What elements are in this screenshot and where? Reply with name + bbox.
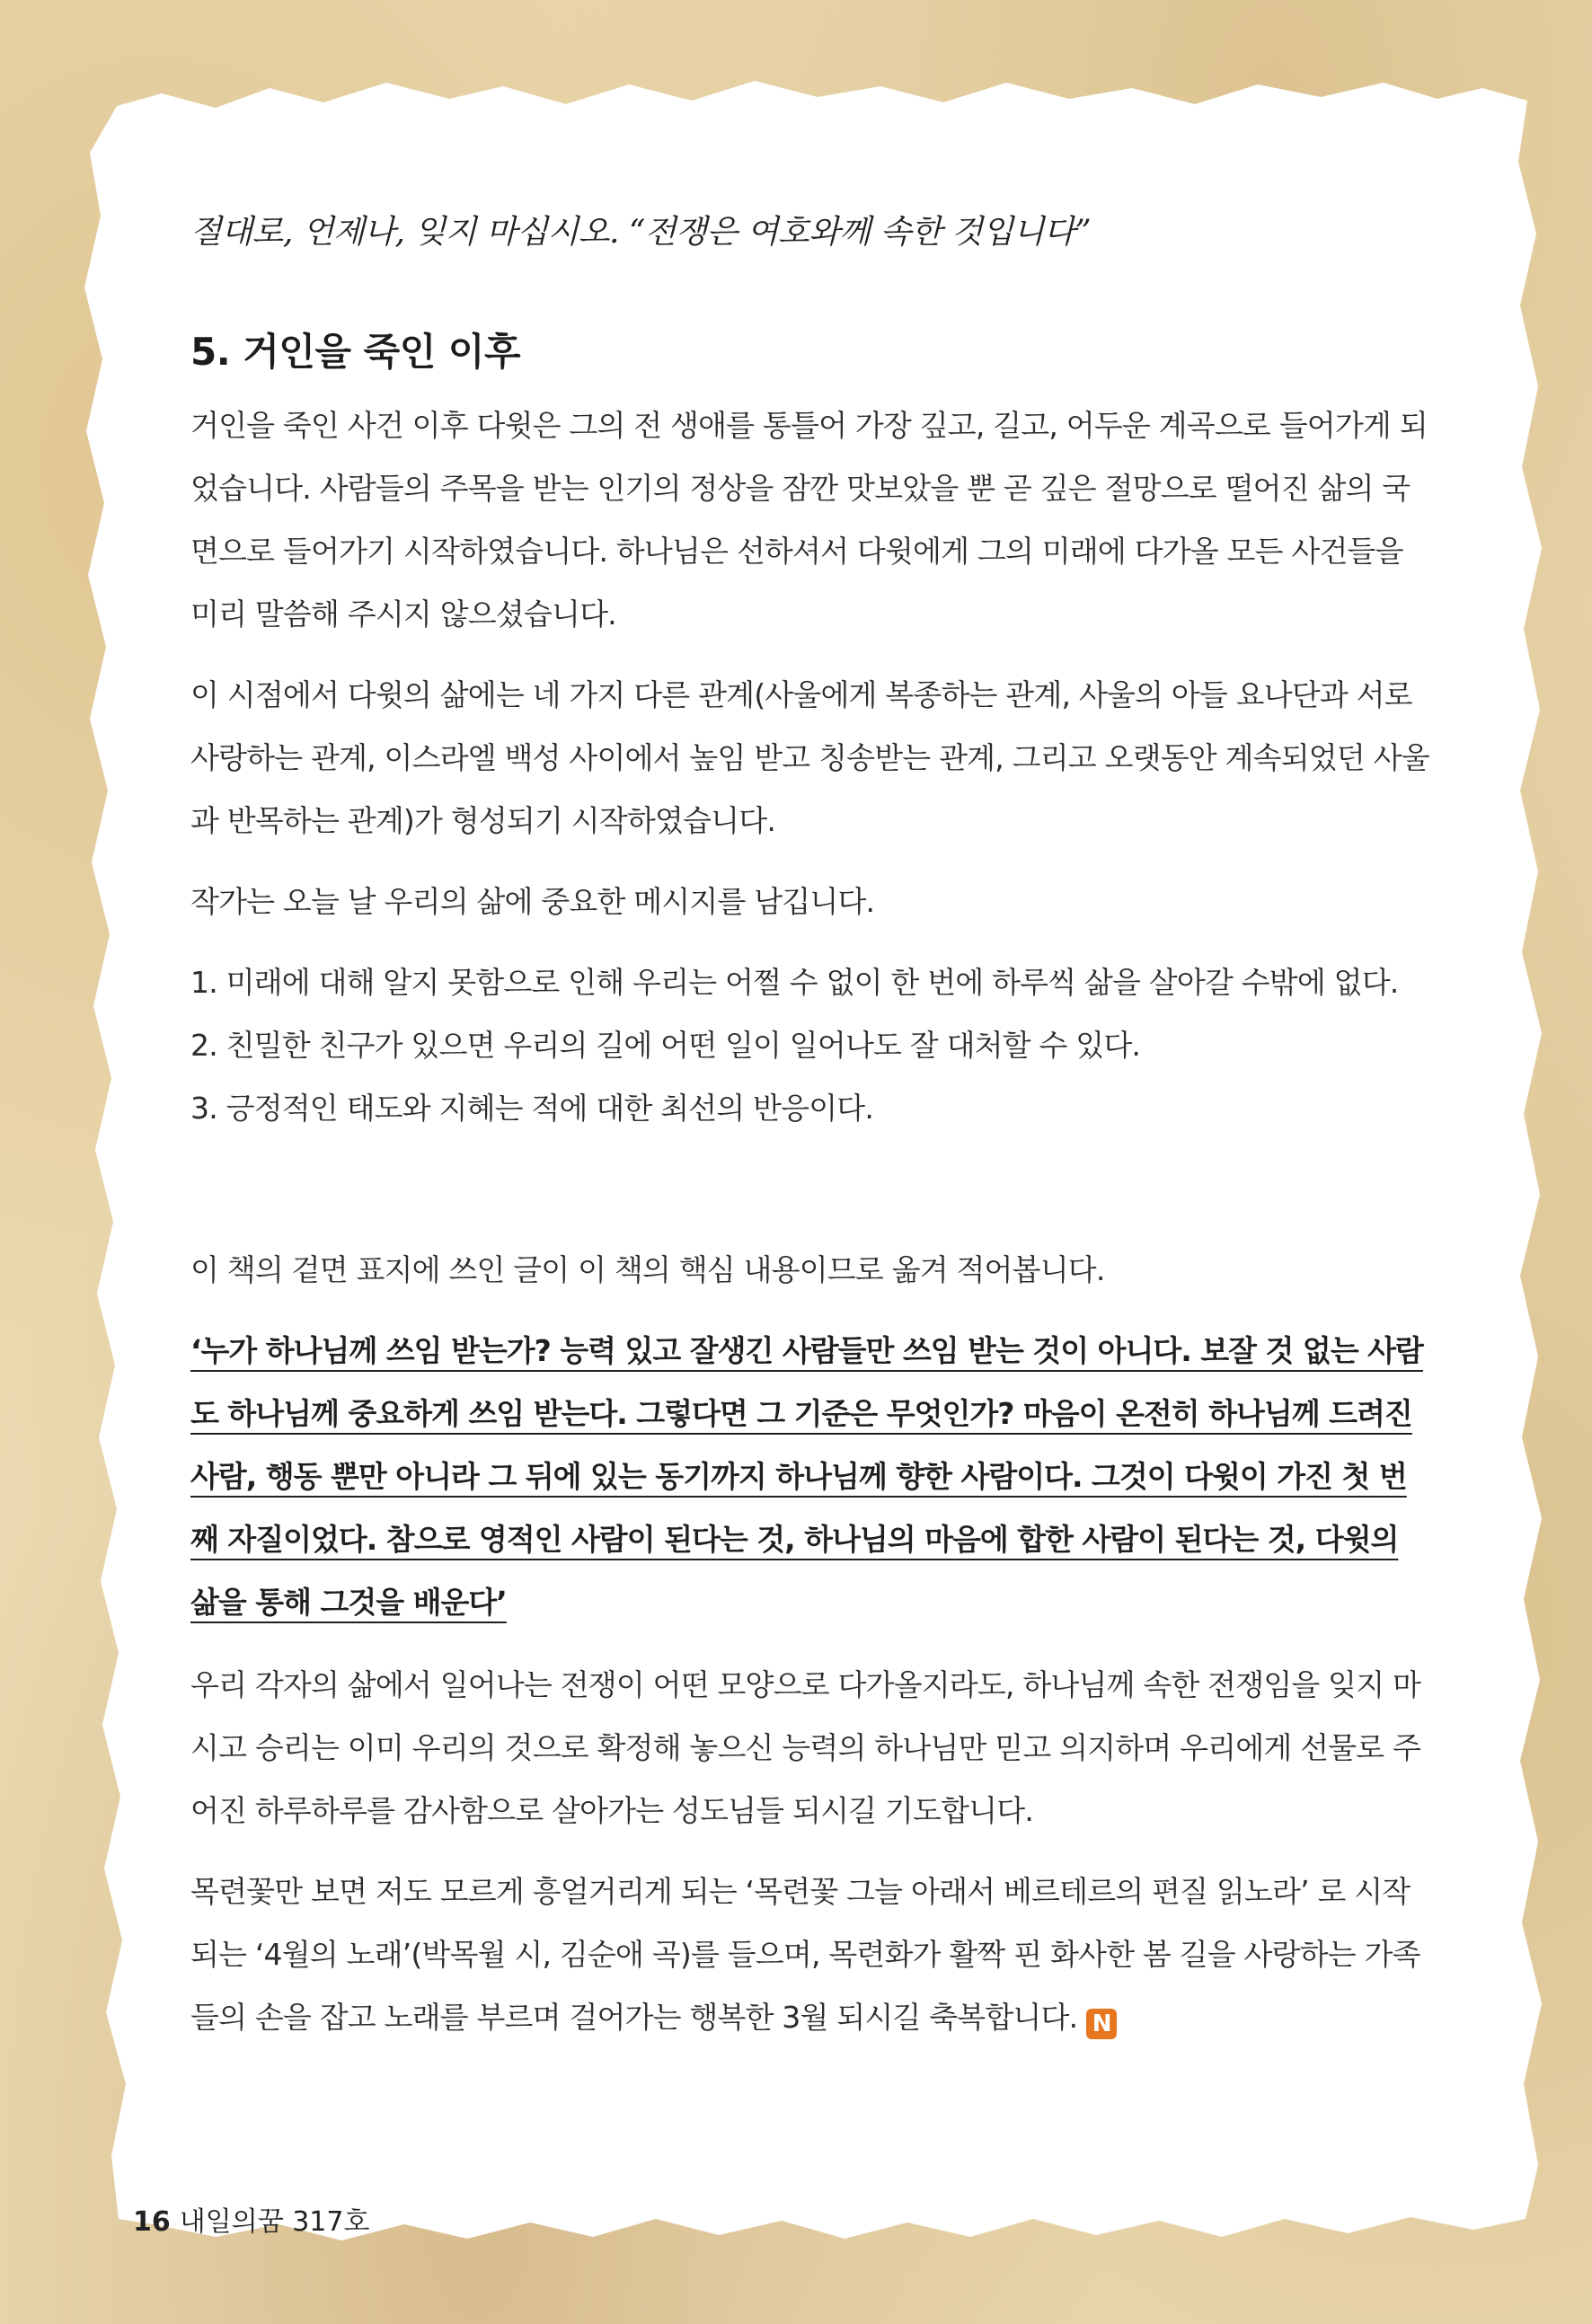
page-number: 16 — [133, 2206, 171, 2238]
paragraph-1: 거인을 죽인 사건 이후 다윗은 그의 전 생애를 통틀어 가장 깊고, 길고, 어두운 계곡으로 들어가게 되었습니다. 사람들의 주목을 받는 인기의 정상을 잠깐 맛보았을 뿐 곧 깊은 절망으로 떨어진 삶의 국면으로 들어가기 시작하였습니다. 하나님은 선하셔서 다윗에게 그의 미래에 다가올 모든 사건들을 미리 말씀해 주시지 않으셨습니다. — [190, 408, 1428, 632]
quote-line: 절대로, 언제나, 잊지 마십시오. “전쟁은 여호와께 속한 것입니다” — [190, 214, 1092, 251]
article-body — [190, 207, 1430, 2067]
paragraph-3: 작가는 오늘 날 우리의 삶에 중요한 메시지를 남깁니다. — [190, 884, 875, 919]
message-list — [190, 951, 1430, 1140]
list-item: 3. 긍정적인 태도와 지혜는 적에 대한 최선의 반응이다. — [190, 1091, 874, 1126]
end-mark-icon: N — [1086, 2009, 1117, 2039]
cover-intro: 이 책의 겉면 표지에 쓰인 글이 이 책의 핵심 내용이므로 옮겨 적어봅니다. — [190, 1252, 1105, 1287]
paragraph-2: 이 시점에서 다윗의 삶에는 네 가지 다른 관계(사울에게 복종하는 관계, 사울의 아들 요나단과 서로 사랑하는 관계, 이스라엘 백성 사이에서 높임 받고 칭송받는 관계, 그리고 오랫동안 계속되었던 사울과 반목하는 관계)가 형성되기 시작하였습니다. — [190, 677, 1429, 838]
cover-quote-text: ‘누가 하나님께 쓰임 받는가? 능력 있고 잘생긴 사람들만 쓰임 받는 것이 아니다. 보잘 것 없는 사람도 하나님께 중요하게 쓰임 받는다. 그렇다면 그 기준은 무엇인가? 마음이 온전히 하나님께 드려진 사람, 행동 뿐만 아니라 그 뒤에 있는 동기까지 하나님께 향한 사람이다. 그것이 다윗이 가진 첫 번째 자질이었다. 참으로 영적인 사람이 된다는 것, 하나님의 마음에 합한 사람이 된다는 것, 다윗의 삶을 통해 그것을 배운다’ — [190, 1333, 1423, 1620]
list-item: 2. 친밀한 친구가 있으면 우리의 길에 어떤 일이 일어나도 잘 대처할 수 있다. — [190, 1028, 1141, 1063]
closing-paragraph-2 — [190, 1860, 1430, 2049]
closing-paragraph-1: 우리 각자의 삶에서 일어나는 전쟁이 어떤 모양으로 다가올지라도, 하나님께 속한 전쟁임을 잊지 마시고 승리는 이미 우리의 것으로 확정해 놓으신 능력의 하나님만 믿고 의지하며 우리에게 선물로 주어진 하루하루를 감사함으로 살아가는 성도님들 되시길 기도합니다. — [190, 1667, 1421, 1828]
page-footer — [133, 2199, 369, 2239]
cover-quote — [190, 1320, 1430, 1634]
closing-paragraph-2-text: 목련꽃만 보면 저도 모르게 흥얼거리게 되는 ‘목련꽃 그늘 아래서 베르테르의 편질 읽노라’ 로 시작되는 ‘4월의 노래’(박목월 시, 김순애 곡)를 들으며, 목련화가 활짝 핀 화사한 봄 길을 사랑하는 가족들의 손을 잡고 노래를 부르며 걸어가는 행복한 3월 되시길 축복합니다. — [190, 1874, 1420, 2035]
section-heading: 5. 거인을 죽인 이후 — [190, 330, 521, 374]
spacer — [190, 1140, 1430, 1239]
magazine-issue: 내일의꿈 317호 — [179, 2206, 370, 2238]
list-item: 1. 미래에 대해 알지 못함으로 인해 우리는 어쩔 수 없이 한 번에 하루씩 삶을 살아갈 수밖에 없다. — [190, 965, 1399, 1000]
